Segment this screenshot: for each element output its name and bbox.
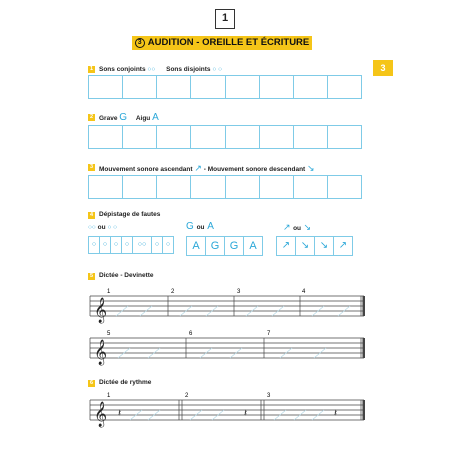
letter-cell[interactable]: G bbox=[205, 236, 225, 256]
quarter-rest-icon: 𝄽 bbox=[118, 408, 122, 419]
legend-disjoint-icon: ○ ○ bbox=[107, 224, 118, 231]
section-5-number: 5 bbox=[89, 273, 94, 279]
banner-number: 3 bbox=[135, 38, 145, 48]
staff-rythme[interactable] bbox=[88, 388, 368, 428]
bar-number: 2 bbox=[185, 393, 189, 399]
aigu-letter: A bbox=[152, 112, 159, 123]
label-ascendant: Mouvement sonore ascendant bbox=[99, 166, 193, 173]
conjoint-notes-icon: ○○ bbox=[147, 66, 156, 73]
section-1-label bbox=[99, 66, 222, 73]
section-2-number: 2 bbox=[89, 114, 94, 120]
section-banner bbox=[132, 36, 312, 50]
bar-number: 5 bbox=[107, 331, 111, 337]
label-descendant: - Mouvement sonore descendant bbox=[203, 166, 306, 173]
arrow-down-icon: ↘ bbox=[307, 163, 315, 173]
bar-number: 3 bbox=[237, 289, 241, 295]
legend-a: A bbox=[207, 221, 214, 232]
answer-grid-3[interactable] bbox=[88, 175, 362, 199]
arrow-down-icon: ↘ bbox=[303, 222, 312, 232]
chapter-tab: 3 bbox=[373, 60, 393, 76]
bar-number: 6 bbox=[189, 331, 193, 337]
legend-letters bbox=[186, 221, 214, 232]
legend-g: G bbox=[186, 221, 194, 232]
arrow-cell[interactable]: ↗ bbox=[333, 236, 353, 256]
section-3-label bbox=[99, 163, 315, 174]
letter-cell[interactable]: G bbox=[224, 236, 244, 256]
legend-arrows bbox=[283, 222, 311, 233]
legend-ou: ou bbox=[97, 224, 106, 231]
arrow-cell[interactable]: ↗ bbox=[276, 236, 296, 256]
section-3-number: 3 bbox=[89, 164, 94, 170]
circle-cell[interactable]: ○ bbox=[162, 236, 174, 254]
circle-cell[interactable]: ○○ bbox=[132, 236, 152, 254]
section-6-number: 6 bbox=[89, 380, 94, 386]
section-4-number: 4 bbox=[89, 212, 94, 218]
answer-grid-2[interactable] bbox=[88, 125, 362, 149]
circle-cell[interactable]: ○ bbox=[151, 236, 163, 254]
section-4-label: Dépistage de fautes bbox=[99, 211, 161, 218]
grave-letter: G bbox=[119, 112, 128, 123]
label-aigu: Aigu bbox=[135, 115, 151, 122]
circle-cell[interactable]: ○ bbox=[88, 236, 100, 254]
section-6-label: Dictée de rythme bbox=[99, 379, 152, 386]
bar-number: 4 bbox=[302, 289, 306, 295]
staff-dictee-row-2[interactable] bbox=[88, 326, 368, 366]
bar-number: 1 bbox=[107, 289, 111, 295]
section-5-label: Dictée - Devinette bbox=[99, 272, 154, 279]
page-number: 1 bbox=[215, 9, 235, 29]
treble-clef-icon: 𝄞 bbox=[94, 298, 108, 323]
label-grave: Grave bbox=[99, 115, 118, 122]
letter-cell[interactable]: A bbox=[186, 236, 206, 256]
legend-conjoint-icon: ○○ bbox=[88, 224, 96, 231]
disjoint-notes-icon: ○ ○ bbox=[212, 66, 223, 73]
answer-grid-1[interactable] bbox=[88, 75, 362, 99]
circle-cell[interactable]: ○ bbox=[121, 236, 133, 254]
label-sons-disjoints: Sons disjoints bbox=[166, 66, 211, 73]
legend-circles bbox=[88, 224, 117, 231]
treble-clef-icon: 𝄞 bbox=[94, 340, 108, 365]
circle-cell[interactable]: ○ bbox=[99, 236, 111, 254]
bar-number: 1 bbox=[107, 393, 111, 399]
section-2-label bbox=[99, 112, 159, 123]
bar-number: 2 bbox=[171, 289, 175, 295]
banner-title: AUDITION - OREILLE ET ÉCRITURE bbox=[147, 37, 310, 48]
arrow-cell[interactable]: ↘ bbox=[295, 236, 315, 256]
treble-clef-icon: 𝄞 bbox=[94, 402, 108, 427]
staff-dictee-row-1[interactable] bbox=[88, 284, 368, 324]
legend-ou-2: ou bbox=[196, 224, 205, 231]
quarter-rest-icon: 𝄽 bbox=[334, 408, 338, 419]
letters-row[interactable] bbox=[186, 236, 262, 256]
letter-cell[interactable]: A bbox=[243, 236, 263, 256]
arrow-cell[interactable]: ↘ bbox=[314, 236, 334, 256]
arrow-up-icon: ↗ bbox=[194, 163, 202, 173]
circles-row[interactable] bbox=[88, 236, 173, 254]
label-sons-conjoints: Sons conjoints bbox=[99, 66, 146, 73]
arrows-row[interactable] bbox=[276, 236, 352, 256]
bar-number: 3 bbox=[267, 393, 271, 399]
arrow-up-icon: ↗ bbox=[283, 222, 291, 232]
bar-number: 7 bbox=[267, 331, 271, 337]
quarter-rest-icon: 𝄽 bbox=[244, 408, 248, 419]
legend-ou-3: ou bbox=[293, 225, 302, 232]
section-1-number: 1 bbox=[89, 66, 94, 72]
circle-cell[interactable]: ○ bbox=[110, 236, 122, 254]
